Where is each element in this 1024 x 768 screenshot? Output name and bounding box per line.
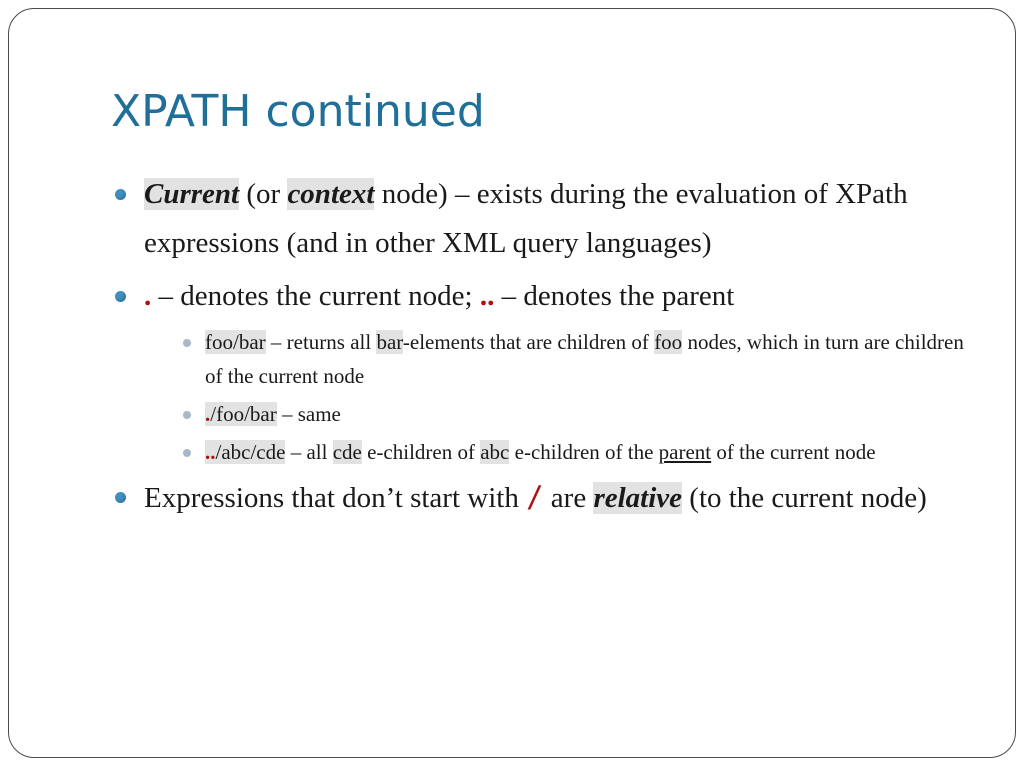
bullet-relative xyxy=(113,473,973,523)
code-abc: abc xyxy=(480,440,510,464)
symbol-dotdot: .. xyxy=(205,440,216,464)
bullet-dot-icon xyxy=(115,189,126,200)
bullet-dot-notation xyxy=(113,272,973,321)
slide-body xyxy=(113,170,973,527)
code-foo-bar: foo/bar xyxy=(205,330,266,354)
term-context: context xyxy=(287,178,375,210)
text: – denotes the parent xyxy=(494,280,735,312)
term-current: Current xyxy=(144,178,240,210)
text: -elements that are children of xyxy=(402,330,655,354)
text: – returns all xyxy=(265,330,377,354)
text: Expressions that don’t start with xyxy=(144,482,527,514)
text: – denotes the current node; xyxy=(151,280,480,312)
symbol-dot: . xyxy=(205,402,211,426)
subbullet-dot-icon xyxy=(183,339,191,347)
symbol-dotdot: .. xyxy=(479,280,495,312)
subbullet-dot-icon xyxy=(183,449,191,457)
subbullet-parent-path xyxy=(113,435,973,469)
text: (or xyxy=(239,178,288,210)
text: e-children of xyxy=(361,440,481,464)
term-parent: parent xyxy=(658,440,712,464)
text: of the current node xyxy=(711,440,876,464)
code-bar: bar xyxy=(376,330,403,354)
text: (to the current node) xyxy=(682,482,927,514)
text: node) – exists during the evaluation of XPath expressions (and in other XML query languages) xyxy=(144,178,908,259)
symbol-dot: . xyxy=(144,280,152,312)
text: are xyxy=(543,482,594,514)
term-relative: relative xyxy=(593,482,683,514)
subbullet-dot-foo-bar xyxy=(113,397,973,431)
text: e-children of the xyxy=(509,440,659,464)
symbol-slash: / xyxy=(526,480,544,514)
subbullet-dot-icon xyxy=(183,411,191,419)
code-cde: cde xyxy=(332,440,362,464)
text: nodes, which in turn are children of the current node xyxy=(205,330,964,388)
text: – all xyxy=(285,440,333,464)
bullet-dot-icon xyxy=(115,291,126,302)
bullet-dot-icon xyxy=(115,492,126,503)
bullet-current-node xyxy=(113,170,973,268)
code-foo: foo xyxy=(654,330,683,354)
text: – same xyxy=(276,402,341,426)
slide-title: XPATH continued xyxy=(111,86,485,137)
subbullet-foo-bar xyxy=(113,325,973,393)
code-abc-cde: /abc/cde xyxy=(215,440,286,464)
code-foo-bar: /foo/bar xyxy=(210,402,277,426)
